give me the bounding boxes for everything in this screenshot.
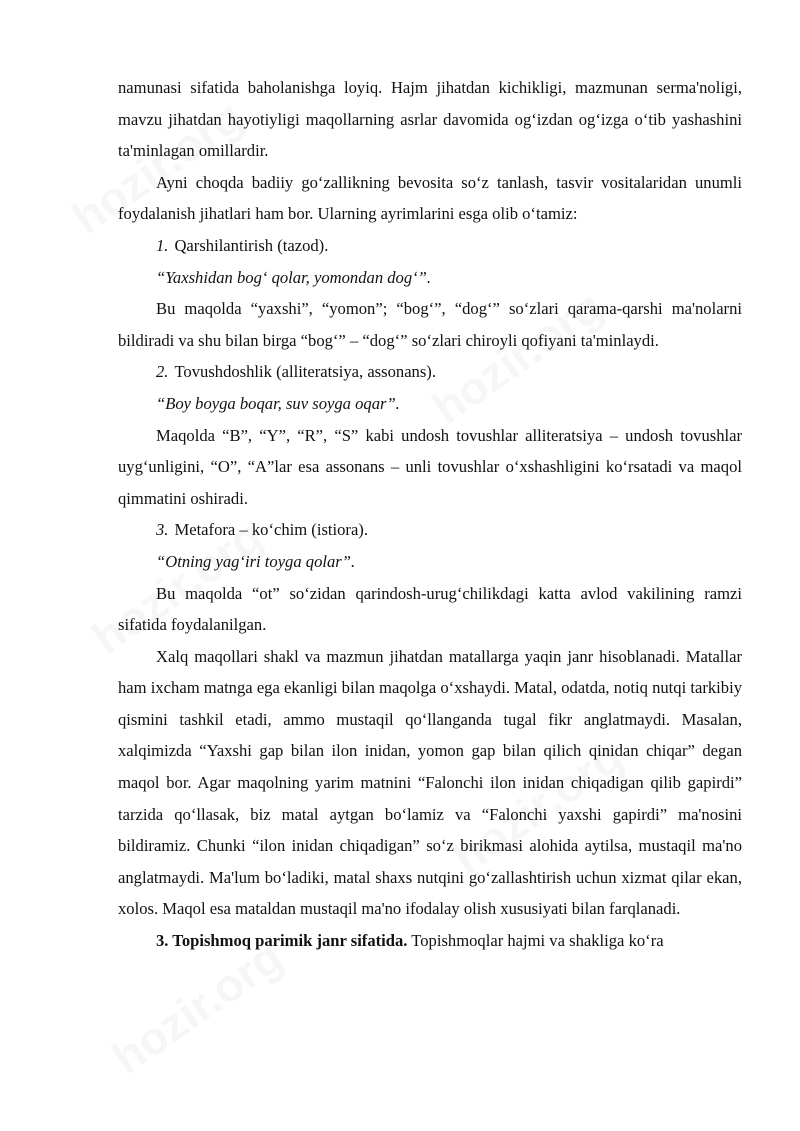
list-item-text: Tovushdoshlik (alliteratsiya, assonans). <box>174 362 436 382</box>
proverb-quote: “Yaxshidan bog‘ qolar, yomondan dog‘”. <box>156 267 432 287</box>
paragraph: namunasi sifatida baholanishga loyiq. Hajm jihatdan kichikligi, mazmunan serma'noligi, mavzu jihatdan hayotiyligi maqollarning asrlar davomida og‘izdan og‘izga o‘tib yashashini ta'minlagan omillardir. <box>118 78 742 161</box>
paragraph: Bu maqolda “yaxshi”, “yomon”; “bog‘”, “dog‘” so‘zlari qarama-qarshi ma'nolarni bildiradi va shu bilan birga “bog‘” – “dog‘” so‘zlari chiroyli qofiyani ta'minlaydi. <box>118 299 742 350</box>
list-item <box>118 514 742 546</box>
paragraph: Maqolda “B”, “Y”, “R”, “S” kabi undosh tovushlar alliteratsiya – undosh tovushlar uyg‘unligini, “O”, “A”lar esa assonans – unli tovushlar o‘xshashligini ko‘rsatadi va maqol qimmatini oshiradi. <box>118 425 742 508</box>
list-item <box>118 230 742 262</box>
proverb-quote: “Boy boyga boqar, suv soyga oqar”. <box>156 393 400 413</box>
list-item-text: Qarshilantirish (tazod). <box>174 235 329 255</box>
list-number: 3. <box>156 520 169 540</box>
list-number: 1. <box>156 235 169 255</box>
section-paragraph <box>118 925 742 957</box>
section-text: Topishmoqlar hajmi va shakliga ko‘ra <box>407 931 664 951</box>
section-heading: 3. Topishmoq parimik janr sifatida. <box>156 931 408 951</box>
list-item-text: Metafora – ko‘chim (istiora). <box>174 520 368 540</box>
document-page <box>118 72 742 957</box>
paragraph: Bu maqolda “ot” so‘zidan qarindosh-urug‘chilikdagi katta avlod vakilining ramzi sifatida foydalanilgan. <box>118 583 742 635</box>
paragraph: Xalq maqollari shakl va mazmun jihatdan matallarga yaqin janr hisoblanadi. Matallar ham ixcham matnga ega ekanligi bilan maqolga o‘xshaydi. Matal, odatda, notiq nutqi tarkibiy qismini tashkil etadi, ammo mustaqil qo‘llanganda tugal fikr anglatmaydi. Masalan, xalqimizda “Yaxshi gap bilan ilon inidan, yomon gap bilan qilich qinidan chiqar” degan maqol bor. Agar maqolning yarim matnini “Falonchi ilon inidan chiqadigan qilib gapirdi” tarzida qo‘llasak, biz matal aytgan bo‘lamiz va “Falonchi yaxshi gapirdi” ma'nosini bildiramiz. Chunki “ilon inidan chiqadigan” so‘z birikmasi alohida aytilsa, mustaqil ma'no anglatmaydi. Ma'lum bo‘ladiki, matal shaxs nutqini go‘zallashtirish uchun xizmat qilar ekan, xolos. Maqol esa mataldan mustaqil ma'no ifodalay olish xususiyati bilan farqlanadi. <box>118 646 742 919</box>
proverb-quote: “Otning yag‘iri toyga qolar”. <box>156 551 356 571</box>
paragraph: Ayni choqda badiiy go‘zallikning bevosita so‘z tanlash, tasvir vositalaridan unumli foydalanish jihatlari ham bor. Ularning ayrimlarini esga olib o‘tamiz: <box>118 172 742 224</box>
list-item <box>118 356 742 388</box>
list-number: 2. <box>156 362 169 382</box>
